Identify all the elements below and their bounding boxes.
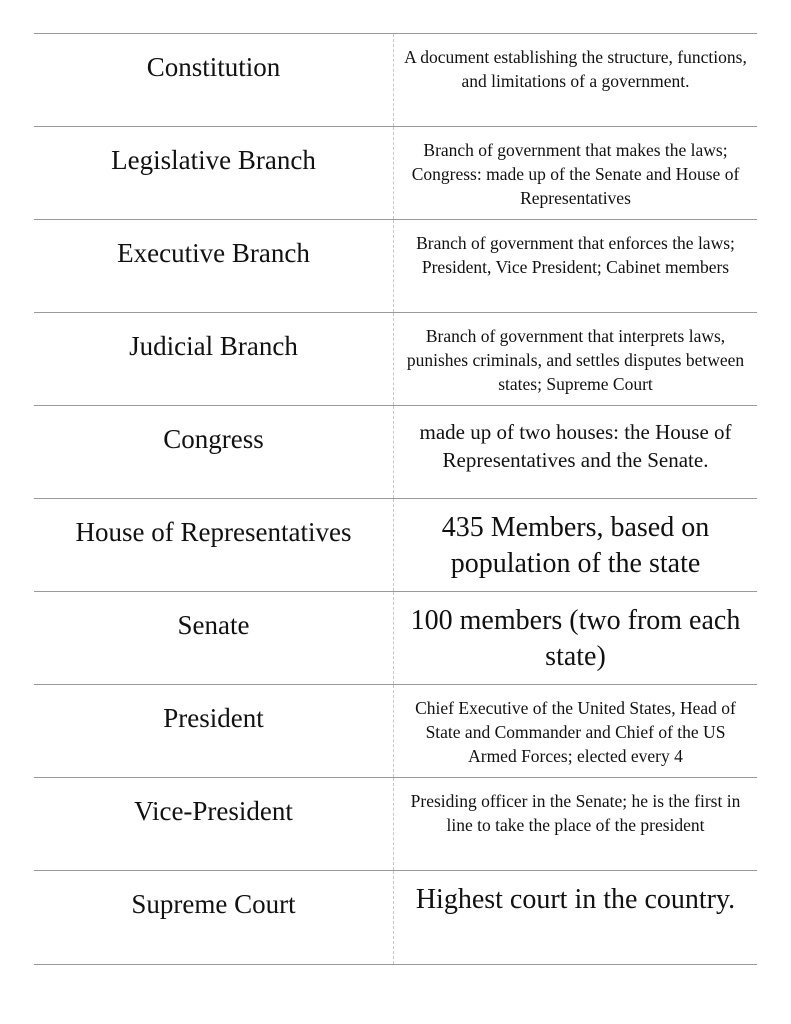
term-cell: House of Representatives xyxy=(34,499,394,591)
term-cell: Legislative Branch xyxy=(34,127,394,219)
term-cell: President xyxy=(34,685,394,777)
definition-cell: 100 members (two from each state) xyxy=(410,605,741,672)
definition-cell: Branch of government that interprets laws, punishes criminals, and settles disputes between states; Supreme Court xyxy=(406,326,745,394)
definition-cell: Chief Executive of the United States, Head of State and Commander and Chief of the US Armed Forces; elected every 4 xyxy=(415,698,736,766)
flashcard-row xyxy=(34,126,757,219)
flashcard-row xyxy=(34,777,757,870)
definition-cell: Presiding officer in the Senate; he is the first in line to take the place of the president xyxy=(410,791,741,835)
term-cell: Constitution xyxy=(34,34,394,126)
term-cell: Vice-President xyxy=(34,778,394,870)
definition-cell: Branch of government that enforces the laws; President, Vice President; Cabinet members xyxy=(416,233,735,277)
flashcard-row xyxy=(34,684,757,777)
definition-cell: made up of two houses: the House of Representatives and the Senate. xyxy=(419,420,732,472)
term-cell: Supreme Court xyxy=(34,871,394,964)
flashcard-row xyxy=(34,498,757,591)
flashcard-row xyxy=(34,591,757,684)
definition-cell: 435 Members, based on population of the state xyxy=(441,512,710,579)
term-cell: Senate xyxy=(34,592,394,684)
term-cell: Congress xyxy=(34,406,394,498)
flashcard-row xyxy=(34,33,757,126)
term-cell: Judicial Branch xyxy=(34,313,394,405)
definition-cell: Branch of government that makes the laws; Congress: made up of the Senate and House of Representatives xyxy=(411,140,740,208)
definition-cell: A document establishing the structure, functions, and limitations of a government. xyxy=(404,47,747,91)
definition-cell: Highest court in the country. xyxy=(415,884,736,915)
term-cell: Executive Branch xyxy=(34,220,394,312)
flashcard-row xyxy=(34,405,757,498)
flashcard-row xyxy=(34,312,757,405)
flashcard-row xyxy=(34,870,757,965)
flashcard-row xyxy=(34,219,757,312)
flashcard-sheet xyxy=(34,33,757,965)
